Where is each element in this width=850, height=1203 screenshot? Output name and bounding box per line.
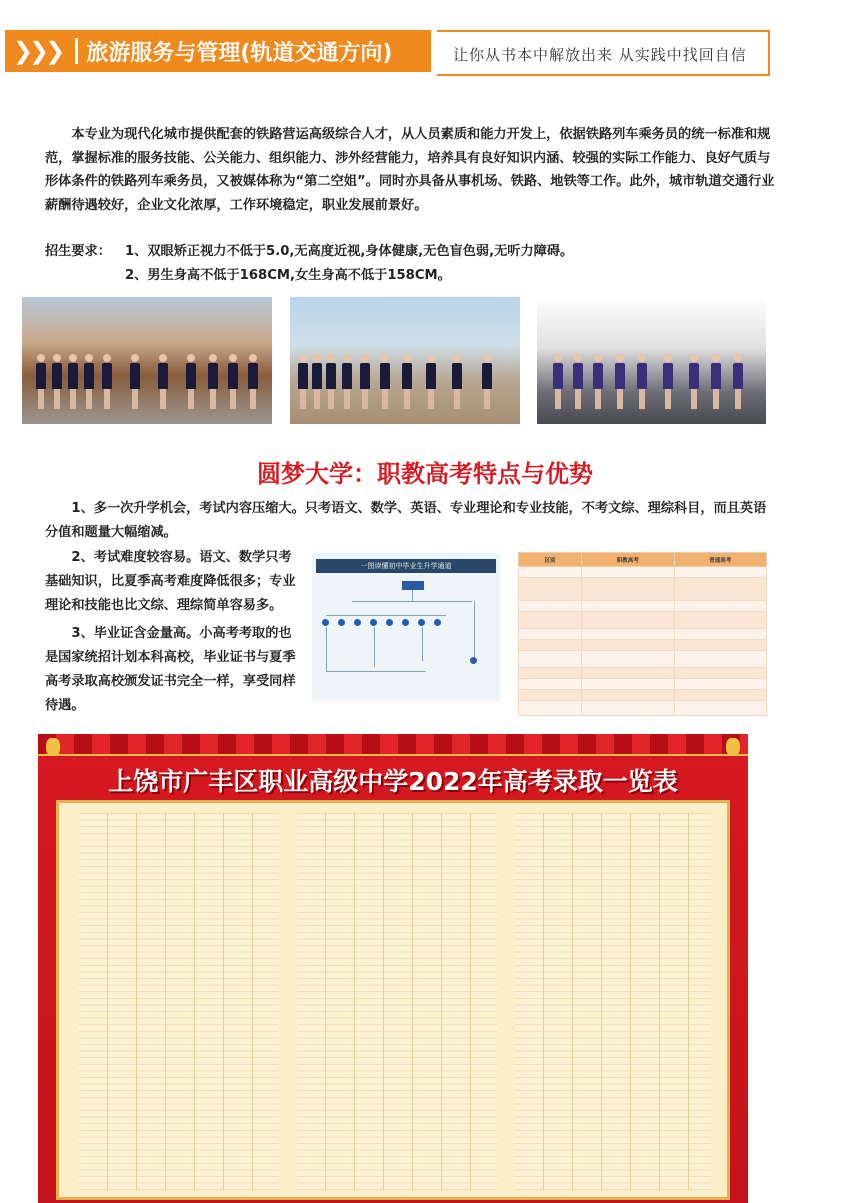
admission-requirements [45,240,573,288]
table-header: 职教高考 [582,553,675,567]
advantage-point-2: 2、考试难度较容易。语文、数学只考基础知识，比夏季高考难度降低很多；专业理论和技能也比文综、理综简单容易多。 [45,550,296,613]
students-photo-3 [537,297,766,424]
table-row [519,651,767,668]
admission-list-column [297,813,497,1191]
advantage-point-3: 3、毕业证含金量高。小高考考取的也是国家统招计划本科高校，毕业证书与夏季高考录取高校颁发证书完全一样，享受同样待遇。 [45,626,296,713]
curtain-decoration [38,734,748,756]
table-row [519,578,767,601]
table-header: 普通高考 [674,553,767,567]
intro-paragraph: 本专业为现代化城市提供配套的铁路营运高级综合人才，从人员素质和能力开发上，依据铁路列车乘务员的统一标准和规范，掌握标准的服务技能、公关能力、组织能力、涉外经营能力，培养具有良好知识内涵、较强的实际工作能力、良好气质与形体条件的铁路列车乘务员，又被媒体称为“第二空姐”。同时亦具备从事机场、铁路、地铁等工作。此外，城市轨道交通行业薪酬待遇较好，企业文化浓厚，工作环境稳定，职业发展前景好。 [45,127,775,213]
table-row [519,640,767,651]
table-row [519,701,767,716]
comparison-table [518,552,767,716]
chevron-right-icon: ❯❯❯ [13,37,62,65]
table-row [519,668,767,679]
students-photo-2 [290,297,520,424]
table-row [519,690,767,701]
advantage-point-1: 1、多一次升学机会，考试内容压缩大。只考语文、数学、英语、专业理论和专业技能，不考文综、理综科目，而且英语分值和题量大幅缩减。 [45,501,767,540]
table-row [519,612,767,629]
table-header: 区别 [519,553,582,567]
slogan-box [437,30,770,76]
requirement-item: 1、双眼矫正视力不低于5.0,无高度近视,身体健康,无色盲色弱,无听力障碍。 [125,244,574,259]
admission-list-column [79,813,279,1191]
table-row [519,679,767,690]
pathway-flowchart [312,553,500,701]
board-title: 上饶市广丰区职业高级中学2022年高考录取一览表 [108,767,678,796]
page-title: 旅游服务与管理(轨道交通方向) [86,40,393,66]
lantern-icon [726,738,740,756]
admission-list-column [515,813,711,1191]
requirements-label: 招生要求： [45,244,111,259]
header-banner [5,30,770,76]
slogan-text: 让你从书本中解放出来 从实践中找回自信 [453,46,747,64]
section-title: 圆梦大学：职教高考特点与优势 [257,460,593,488]
requirement-item: 2、男生身高不低于168CM,女生身高不低于158CM。 [125,268,451,283]
table-row [519,629,767,640]
students-photo-1 [22,297,272,424]
title-divider [75,38,78,64]
table-row [519,567,767,578]
flowchart-header: 一图读懂初中毕业生升学通道 [316,559,496,573]
admission-board [38,734,748,1203]
admission-list-paper [56,800,730,1200]
title-box [5,30,431,72]
table-row [519,601,767,612]
lantern-icon [46,738,60,756]
